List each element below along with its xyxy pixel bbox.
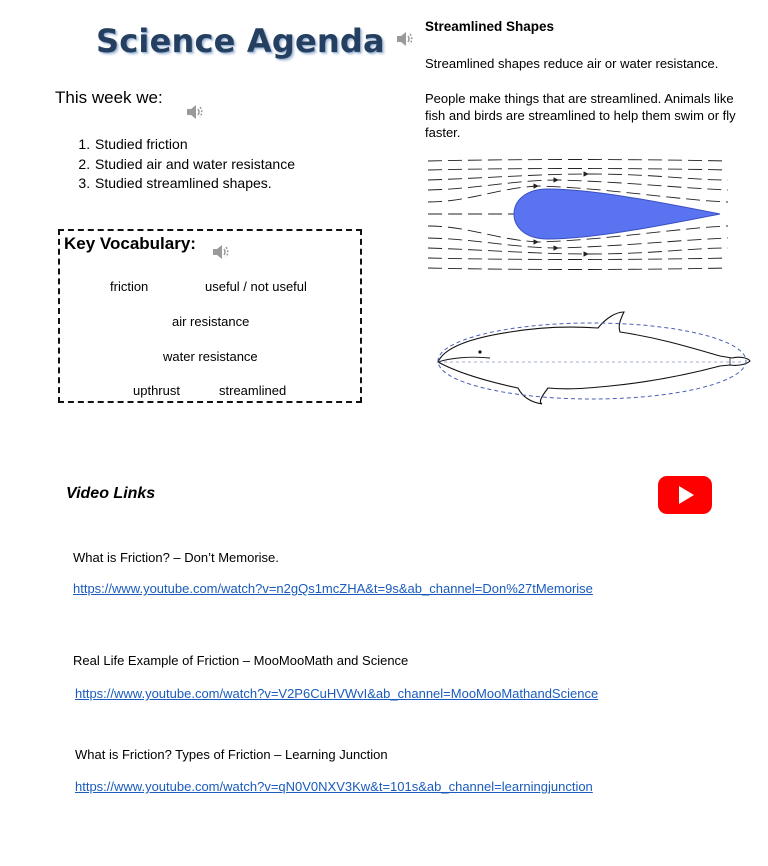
streamlined-heading: Streamlined Shapes: [425, 19, 555, 34]
streamlined-intro: Streamlined shapes reduce air or water resistance.: [425, 56, 719, 71]
speaker-icon[interactable]: [184, 101, 206, 123]
dolphin-diagram: [430, 308, 752, 408]
list-item: 2. Studied air and water resistance: [94, 155, 295, 175]
speaker-icon[interactable]: [394, 28, 416, 50]
video-title: Real Life Example of Friction – MooMooMath and Science: [73, 653, 409, 668]
video-link[interactable]: https://www.youtube.com/watch?v=n2gQs1mcZHA&t=9s&ab_channel=Don%27tMemorise: [73, 581, 593, 596]
video-title: What is Friction? – Don’t Memorise.: [73, 550, 279, 565]
vocab-word: upthrust: [133, 383, 180, 398]
youtube-logo-icon[interactable]: [658, 476, 712, 514]
video-title: What is Friction? Types of Friction – Learning Junction: [75, 747, 388, 762]
streamlined-description: People make things that are streamlined. Animals like fish and birds are streamlined to help them swim or fly faster.: [425, 91, 736, 140]
vocab-word: useful / not useful: [205, 279, 307, 294]
vocab-word: air resistance: [172, 314, 250, 329]
vocab-word: friction: [110, 279, 149, 294]
studied-list: [58, 135, 295, 194]
page-title: Science Agenda: [96, 22, 385, 60]
vocab-word: water resistance: [163, 349, 258, 364]
list-item: 3. Studied streamlined shapes.: [94, 174, 295, 194]
airflow-diagram: [428, 156, 728, 274]
vocab-word: streamlined: [219, 383, 287, 398]
video-link[interactable]: https://www.youtube.com/watch?v=qN0V0NXV3Kw&t=101s&ab_channel=learningjunction: [75, 779, 593, 794]
video-link[interactable]: https://www.youtube.com/watch?v=V2P6CuHVWvI&ab_channel=MooMooMathandScience: [75, 686, 599, 701]
list-item: 1. Studied friction: [94, 135, 295, 155]
this-week-heading: This week we:: [55, 88, 163, 107]
video-links-heading: Video Links: [66, 485, 156, 502]
vocab-heading: Key Vocabulary:: [64, 234, 196, 253]
